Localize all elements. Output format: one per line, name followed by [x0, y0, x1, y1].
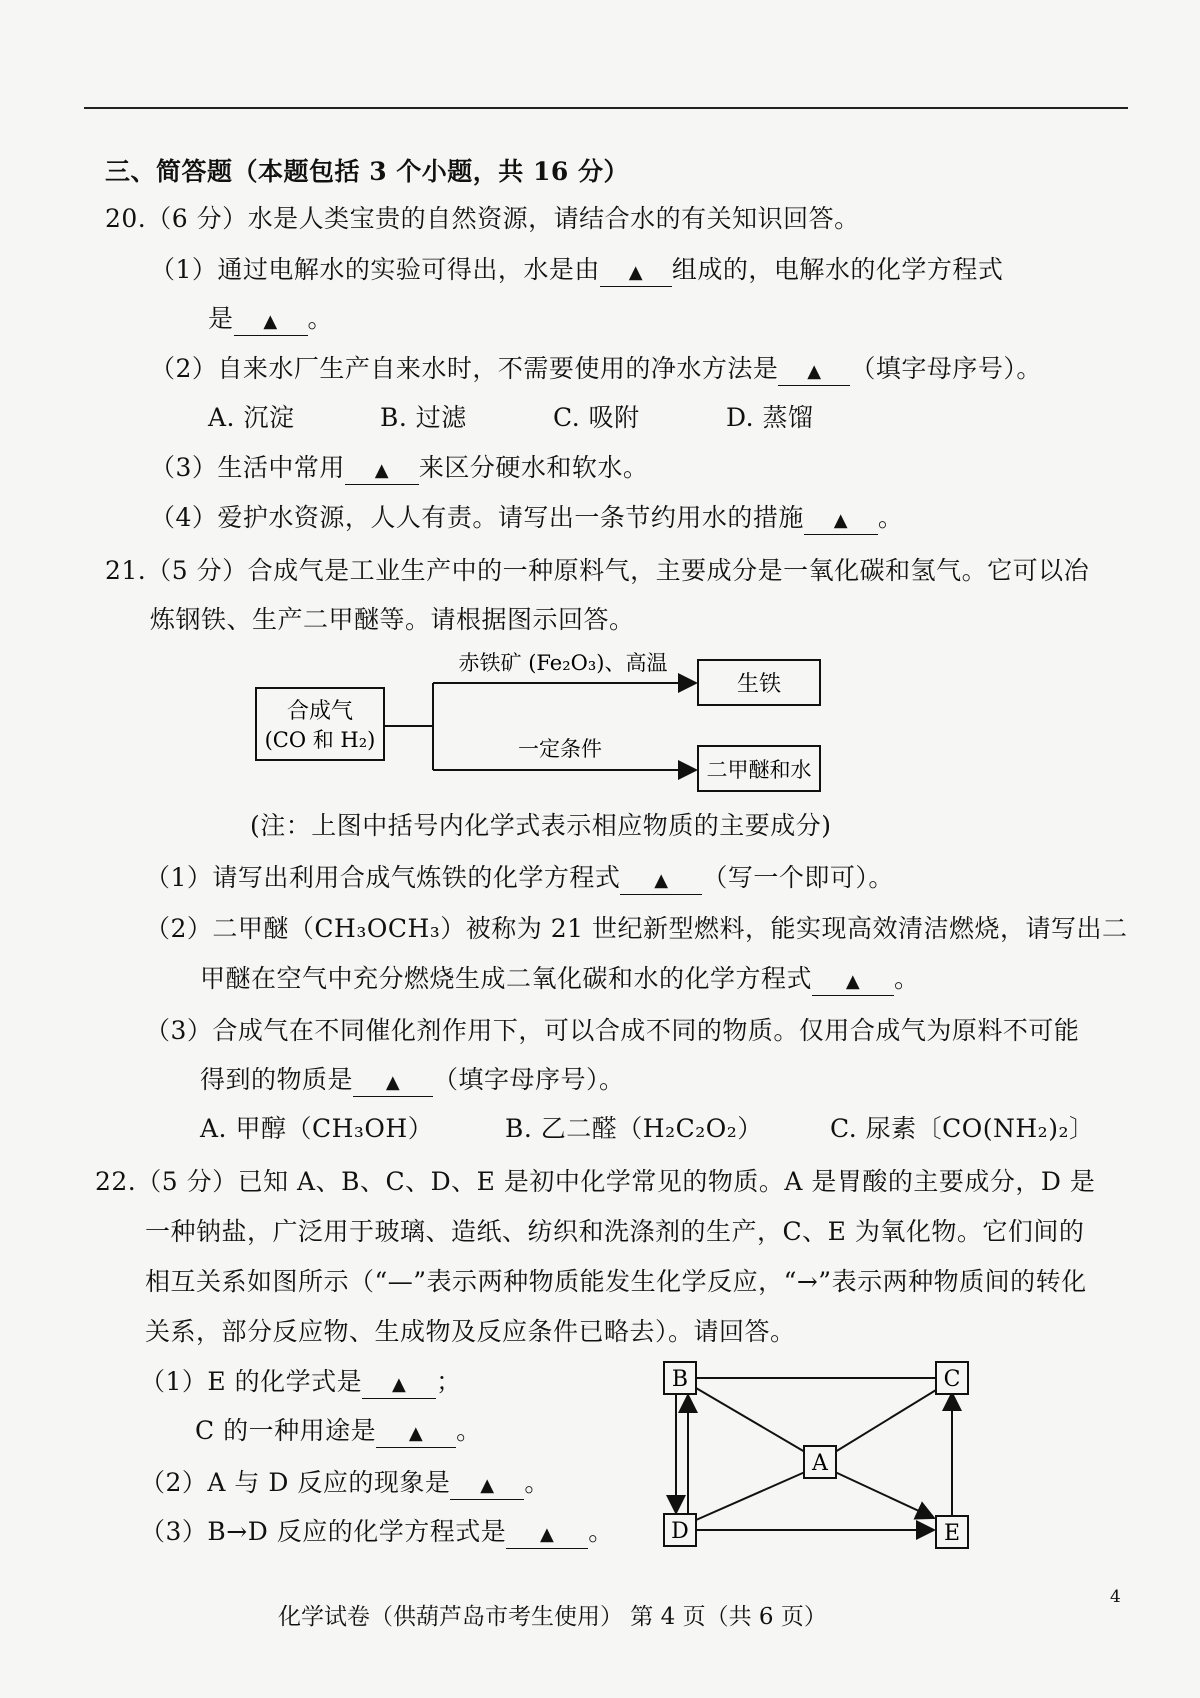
- answer-blank[interactable]: ▲: [234, 306, 308, 336]
- answer-blank[interactable]: ▲: [345, 455, 419, 485]
- q21-stem-line1: 21.（5 分）合成气是工业生产中的一种原料气，主要成分是一氧化碳和氢气。它可以冶: [105, 556, 1090, 585]
- answer-blank[interactable]: ▲: [600, 257, 672, 287]
- synthesis-gas-label: 合成气: [286, 699, 354, 724]
- q21-part3-line2: 得到的物质是 ▲ （填字母序号）。: [200, 1064, 625, 1097]
- page-number: 4: [1110, 1587, 1121, 1607]
- node-b-label: B: [671, 1367, 689, 1392]
- answer-blank[interactable]: ▲: [778, 356, 850, 386]
- substance-relation-diagram: [660, 1360, 980, 1560]
- section-title: 三、简答题（本题包括 3 个小题，共 16 分）: [105, 157, 630, 186]
- a-b-reaction-line: [696, 1388, 805, 1452]
- q21-option-a: A. 甲醇（CH₃OH）: [200, 1114, 434, 1143]
- a-d-reaction-line: [696, 1472, 805, 1520]
- arrow1-condition: 赤铁矿 (Fe₂O₃)、高温: [458, 651, 668, 675]
- q20-stem: 20.（6 分）水是人类宝贵的自然资源，请结合水的有关知识回答。: [105, 204, 860, 233]
- answer-blank[interactable]: ▲: [506, 1519, 588, 1549]
- q20-part2: （2）自来水厂生产自来水时，不需要使用的净水方法是 ▲ （填字母序号）。: [150, 353, 1042, 386]
- q20-part4: （4）爱护水资源，人人有责。请写出一条节约用水的措施 ▲ 。: [150, 502, 903, 535]
- synthesis-gas-diagram: [240, 640, 860, 810]
- node-d-label: D: [671, 1519, 689, 1544]
- node-e-label: E: [943, 1521, 961, 1546]
- q22-stem-line3: 相互关系如图所示（“—”表示两种物质能发生化学反应，“→”表示两种物质间的转化: [145, 1267, 1087, 1296]
- answer-blank[interactable]: ▲: [804, 505, 878, 535]
- q22-stem-line2: 一种钠盐，广泛用于玻璃、造纸、纺织和洗涤剂的生产，C、E 为氧化物。它们间的: [145, 1217, 1085, 1246]
- q21-part1: （1）请写出利用合成气炼铁的化学方程式 ▲ （写一个即可）。: [145, 862, 894, 895]
- q22-part1-line1: （1）E 的化学式是 ▲ ；: [140, 1366, 462, 1399]
- q20-part1-line2: 是 ▲ 。: [208, 303, 333, 336]
- q22-stem-line4: 关系，部分反应物、生成物及反应条件已略去）。请回答。: [145, 1317, 796, 1346]
- header-rule: [84, 107, 1128, 109]
- q21-option-c: C. 尿素〔CO(NH₂)₂〕: [830, 1114, 1095, 1143]
- q21-part2-line2: 甲醚在空气中充分燃烧生成二氧化碳和水的化学方程式 ▲ 。: [200, 963, 920, 996]
- pig-iron-label: 生铁: [736, 672, 782, 697]
- q22-part1-line2: C 的一种用途是 ▲ 。: [195, 1415, 482, 1448]
- answer-blank[interactable]: ▲: [362, 1369, 436, 1399]
- answer-blank[interactable]: ▲: [812, 966, 894, 996]
- arrow2-condition: 一定条件: [518, 737, 602, 761]
- answer-blank[interactable]: ▲: [376, 1418, 456, 1448]
- q20-option-d: D. 蒸馏: [726, 403, 814, 432]
- q21-part3-line1: （3）合成气在不同催化剂作用下，可以合成不同的物质。仅用合成气为原料不可能: [145, 1016, 1080, 1045]
- page-footer: 化学试卷（供葫芦岛市考生使用） 第 4 页（共 6 页）: [278, 1604, 827, 1630]
- node-a-label: A: [812, 1451, 828, 1476]
- a-c-reaction-line: [835, 1390, 936, 1452]
- node-c-label: C: [943, 1367, 961, 1392]
- q20-part3: （3）生活中常用 ▲ 来区分硬水和软水。: [150, 452, 648, 485]
- q22-part3: （3）B→D 反应的化学方程式是 ▲ 。: [140, 1516, 614, 1549]
- q20-option-a: A. 沉淀: [208, 403, 295, 432]
- q21-part2-line1: （2）二甲醚（CH₃OCH₃）被称为 21 世纪新型燃料，能实现高效清洁燃烧，请写出二: [145, 914, 1128, 943]
- q21-stem-line2: 炼钢铁、生产二甲醚等。请根据图示回答。: [150, 605, 635, 634]
- dimethyl-ether-label: 二甲醚和水: [706, 758, 812, 782]
- q22-part2: （2）A 与 D 反应的现象是 ▲ 。: [140, 1467, 550, 1500]
- answer-blank[interactable]: ▲: [620, 865, 702, 895]
- q20-part1-line1: （1）通过电解水的实验可得出，水是由 ▲ 组成的，电解水的化学方程式: [150, 254, 1003, 287]
- q20-option-c: C. 吸附: [553, 403, 640, 432]
- q21-option-b: B. 乙二醛（H₂C₂O₂）: [505, 1114, 763, 1143]
- q20-option-b: B. 过滤: [380, 403, 467, 432]
- q22-stem-line1: 22.（5 分）已知 A、B、C、D、E 是初中化学常见的物质。A 是胃酸的主要成分，D 是: [95, 1167, 1096, 1196]
- synthesis-gas-components: (CO 和 H₂): [264, 728, 376, 752]
- answer-blank[interactable]: ▲: [450, 1470, 524, 1500]
- a-to-e-arrow: [835, 1472, 934, 1518]
- answer-blank[interactable]: ▲: [353, 1067, 433, 1097]
- q21-note: (注：上图中括号内化学式表示相应物质的主要成分): [250, 811, 832, 840]
